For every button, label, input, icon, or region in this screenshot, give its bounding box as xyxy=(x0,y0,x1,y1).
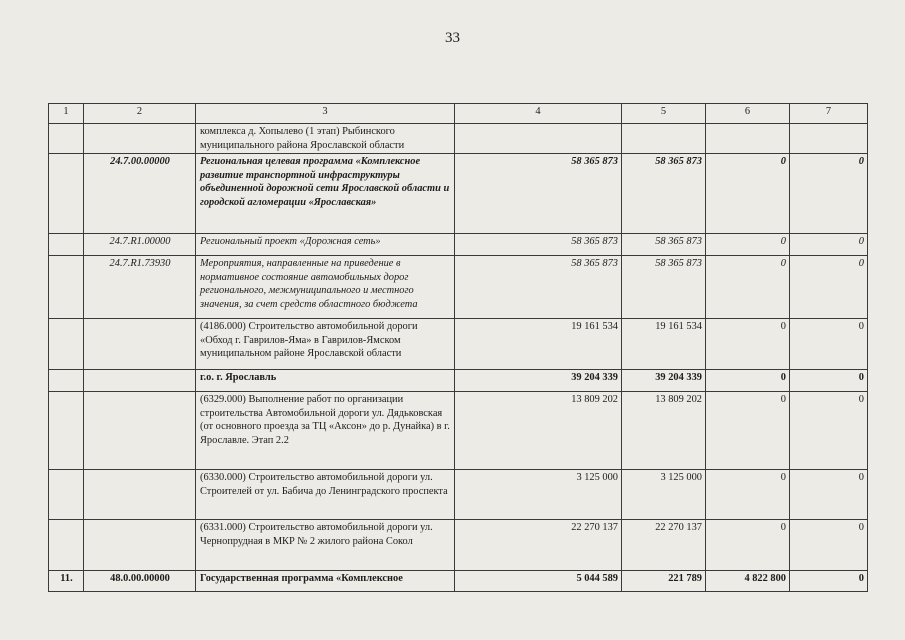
row-number-cell xyxy=(49,392,84,470)
code-cell: 24.7.R1.00000 xyxy=(84,234,196,256)
column-header: 3 xyxy=(196,104,455,124)
table-row xyxy=(49,319,868,370)
amount-cell: 0 xyxy=(706,256,790,319)
amount-cell: 0 xyxy=(790,571,868,592)
table-row xyxy=(49,571,868,592)
code-cell xyxy=(84,470,196,520)
amount-cell: 0 xyxy=(706,319,790,370)
total-cell: 3 125 000 xyxy=(455,470,622,520)
description-cell: комплекса д. Хопылево (1 этап) Рыбинского муниципального района Ярославской области xyxy=(196,124,455,154)
amount-cell: 0 xyxy=(706,370,790,392)
amount-cell: 0 xyxy=(790,392,868,470)
column-header: 4 xyxy=(455,104,622,124)
amount-cell xyxy=(706,124,790,154)
amount-cell: 13 809 202 xyxy=(622,392,706,470)
amount-cell: 0 xyxy=(706,520,790,571)
description-cell: Региональная целевая программа «Комплексное развитие транспортной инфраструктуры объединенной дорожной сети Ярославской области и городской агломерации «Ярославская» xyxy=(196,154,455,234)
column-header: 5 xyxy=(622,104,706,124)
row-number-cell xyxy=(49,256,84,319)
description-cell: г.о. г. Ярославль xyxy=(196,370,455,392)
column-header: 7 xyxy=(790,104,868,124)
amount-cell: 221 789 xyxy=(622,571,706,592)
column-header: 6 xyxy=(706,104,790,124)
row-number-cell: 11. xyxy=(49,571,84,592)
budget-table xyxy=(48,103,868,592)
total-cell: 58 365 873 xyxy=(455,256,622,319)
amount-cell: 19 161 534 xyxy=(622,319,706,370)
page-number: 33 xyxy=(445,30,460,46)
row-number-cell xyxy=(49,319,84,370)
row-number-cell xyxy=(49,370,84,392)
amount-cell: 4 822 800 xyxy=(706,571,790,592)
total-cell: 58 365 873 xyxy=(455,154,622,234)
total-cell: 22 270 137 xyxy=(455,520,622,571)
code-cell xyxy=(84,370,196,392)
table-row xyxy=(49,234,868,256)
amount-cell: 0 xyxy=(706,392,790,470)
row-number-cell xyxy=(49,234,84,256)
amount-cell xyxy=(622,124,706,154)
amount-cell: 0 xyxy=(790,520,868,571)
code-cell xyxy=(84,124,196,154)
code-cell xyxy=(84,392,196,470)
table-row xyxy=(49,370,868,392)
code-cell: 24.7.00.00000 xyxy=(84,154,196,234)
amount-cell: 0 xyxy=(790,319,868,370)
table-row xyxy=(49,392,868,470)
table-row xyxy=(49,470,868,520)
amount-cell: 0 xyxy=(706,154,790,234)
amount-cell: 22 270 137 xyxy=(622,520,706,571)
code-cell xyxy=(84,520,196,571)
amount-cell: 0 xyxy=(790,256,868,319)
amount-cell: 0 xyxy=(790,234,868,256)
description-cell: (6331.000) Строительство автомобильной дороги ул. Чернопрудная в МКР № 2 жилого района Сокол xyxy=(196,520,455,571)
amount-cell: 0 xyxy=(706,470,790,520)
column-header: 1 xyxy=(49,104,84,124)
code-cell xyxy=(84,319,196,370)
code-cell: 24.7.R1.73930 xyxy=(84,256,196,319)
column-header: 2 xyxy=(84,104,196,124)
amount-cell xyxy=(790,124,868,154)
row-number-cell xyxy=(49,154,84,234)
row-number-cell xyxy=(49,520,84,571)
description-cell: Региональный проект «Дорожная сеть» xyxy=(196,234,455,256)
description-cell: (6330.000) Строительство автомобильной дороги ул. Строителей от ул. Бабича до Ленинградского проспекта xyxy=(196,470,455,520)
table-row xyxy=(49,256,868,319)
table-row xyxy=(49,520,868,571)
total-cell: 19 161 534 xyxy=(455,319,622,370)
total-cell: 13 809 202 xyxy=(455,392,622,470)
amount-cell: 3 125 000 xyxy=(622,470,706,520)
total-cell xyxy=(455,124,622,154)
header-row xyxy=(49,104,868,124)
description-cell: Государственная программа «Комплексное xyxy=(196,571,455,592)
table-row xyxy=(49,124,868,154)
row-number-cell xyxy=(49,470,84,520)
table-row xyxy=(49,154,868,234)
amount-cell: 58 365 873 xyxy=(622,234,706,256)
code-cell: 48.0.00.00000 xyxy=(84,571,196,592)
amount-cell: 0 xyxy=(706,234,790,256)
description-cell: Мероприятия, направленные на приведение в нормативное состояние автомобильных дорог регионального, межмуниципального и местного значения, за счет средств областного бюджета xyxy=(196,256,455,319)
total-cell: 39 204 339 xyxy=(455,370,622,392)
amount-cell: 0 xyxy=(790,154,868,234)
amount-cell: 0 xyxy=(790,470,868,520)
description-cell: (4186.000) Строительство автомобильной дороги «Обход г. Гаврилов-Яма» в Гаврилов-Ямском муниципальном районе Ярославской области xyxy=(196,319,455,370)
amount-cell: 39 204 339 xyxy=(622,370,706,392)
amount-cell: 0 xyxy=(790,370,868,392)
description-cell: (6329.000) Выполнение работ по организации строительства Автомобильной дороги ул. Дядьковская (от основного проезда за ТЦ «Аксон» до р. Дунайка) в г. Ярославле. Этап 2.2 xyxy=(196,392,455,470)
amount-cell: 58 365 873 xyxy=(622,256,706,319)
total-cell: 58 365 873 xyxy=(455,234,622,256)
row-number-cell xyxy=(49,124,84,154)
total-cell: 5 044 589 xyxy=(455,571,622,592)
amount-cell: 58 365 873 xyxy=(622,154,706,234)
